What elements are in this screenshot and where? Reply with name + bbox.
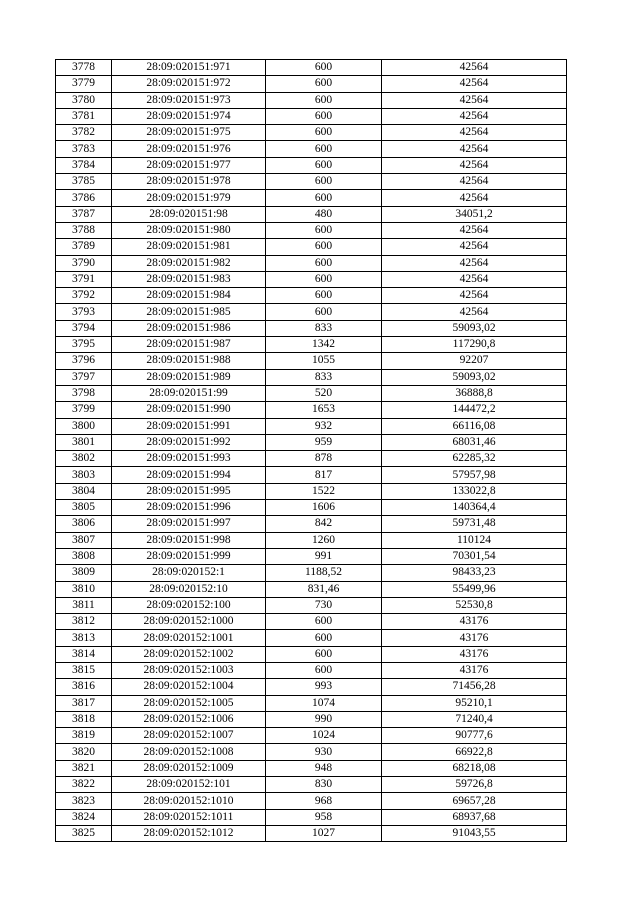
cadastral-number-cell: 28:09:020151:994 <box>112 467 266 483</box>
row-number-cell: 3783 <box>56 141 112 157</box>
cadastral-number-cell: 28:09:020151:979 <box>112 190 266 206</box>
area-cell: 968 <box>266 793 382 809</box>
table-row <box>56 532 567 548</box>
table-row <box>56 434 567 450</box>
area-cell: 1342 <box>266 337 382 353</box>
table-row <box>56 60 567 76</box>
row-number-cell: 3779 <box>56 76 112 92</box>
table-row <box>56 483 567 499</box>
value-cell: 42564 <box>382 271 567 287</box>
area-cell: 600 <box>266 271 382 287</box>
area-cell: 1653 <box>266 402 382 418</box>
value-cell: 95210,1 <box>382 695 567 711</box>
table-row <box>56 793 567 809</box>
row-number-cell: 3789 <box>56 239 112 255</box>
table-row <box>56 500 567 516</box>
area-cell: 600 <box>266 646 382 662</box>
cadastral-number-cell: 28:09:020151:99 <box>112 385 266 401</box>
value-cell: 42564 <box>382 92 567 108</box>
table-row <box>56 467 567 483</box>
land-plot-table <box>55 59 567 842</box>
cadastral-number-cell: 28:09:020152:1008 <box>112 744 266 760</box>
value-cell: 57957,98 <box>382 467 567 483</box>
row-number-cell: 3784 <box>56 157 112 173</box>
cadastral-number-cell: 28:09:020151:973 <box>112 92 266 108</box>
table-row <box>56 825 567 841</box>
table-row <box>56 744 567 760</box>
cadastral-number-cell: 28:09:020151:988 <box>112 353 266 369</box>
area-cell: 830 <box>266 777 382 793</box>
table-row <box>56 353 567 369</box>
row-number-cell: 3812 <box>56 614 112 630</box>
value-cell: 55499,96 <box>382 581 567 597</box>
table-row <box>56 222 567 238</box>
value-cell: 42564 <box>382 239 567 255</box>
table-row <box>56 516 567 532</box>
value-cell: 43176 <box>382 630 567 646</box>
row-number-cell: 3802 <box>56 451 112 467</box>
table-row <box>56 125 567 141</box>
area-cell: 600 <box>266 76 382 92</box>
value-cell: 71240,4 <box>382 711 567 727</box>
row-number-cell: 3798 <box>56 385 112 401</box>
row-number-cell: 3816 <box>56 679 112 695</box>
row-number-cell: 3797 <box>56 369 112 385</box>
area-cell: 1260 <box>266 532 382 548</box>
cadastral-number-cell: 28:09:020151:983 <box>112 271 266 287</box>
cadastral-number-cell: 28:09:020151:993 <box>112 451 266 467</box>
row-number-cell: 3803 <box>56 467 112 483</box>
value-cell: 110124 <box>382 532 567 548</box>
row-number-cell: 3794 <box>56 320 112 336</box>
row-number-cell: 3787 <box>56 206 112 222</box>
row-number-cell: 3825 <box>56 825 112 841</box>
area-cell: 932 <box>266 418 382 434</box>
cadastral-number-cell: 28:09:020152:1009 <box>112 760 266 776</box>
value-cell: 52530,8 <box>382 597 567 613</box>
cadastral-number-cell: 28:09:020151:978 <box>112 174 266 190</box>
area-cell: 600 <box>266 157 382 173</box>
table-row <box>56 548 567 564</box>
value-cell: 42564 <box>382 255 567 271</box>
table-row <box>56 728 567 744</box>
area-cell: 600 <box>266 614 382 630</box>
area-cell: 480 <box>266 206 382 222</box>
cadastral-number-cell: 28:09:020152:1011 <box>112 809 266 825</box>
area-cell: 817 <box>266 467 382 483</box>
area-cell: 600 <box>266 304 382 320</box>
cadastral-number-cell: 28:09:020151:989 <box>112 369 266 385</box>
value-cell: 42564 <box>382 60 567 76</box>
table-row <box>56 337 567 353</box>
cadastral-number-cell: 28:09:020151:971 <box>112 60 266 76</box>
row-number-cell: 3796 <box>56 353 112 369</box>
cadastral-number-cell: 28:09:020152:1 <box>112 565 266 581</box>
area-cell: 600 <box>266 630 382 646</box>
row-number-cell: 3788 <box>56 222 112 238</box>
cadastral-number-cell: 28:09:020151:977 <box>112 157 266 173</box>
value-cell: 91043,55 <box>382 825 567 841</box>
value-cell: 42564 <box>382 125 567 141</box>
area-cell: 600 <box>266 141 382 157</box>
row-number-cell: 3808 <box>56 548 112 564</box>
row-number-cell: 3781 <box>56 108 112 124</box>
row-number-cell: 3786 <box>56 190 112 206</box>
row-number-cell: 3795 <box>56 337 112 353</box>
value-cell: 42564 <box>382 108 567 124</box>
table-row <box>56 76 567 92</box>
row-number-cell: 3782 <box>56 125 112 141</box>
cadastral-number-cell: 28:09:020151:996 <box>112 500 266 516</box>
value-cell: 144472,2 <box>382 402 567 418</box>
table-row <box>56 646 567 662</box>
value-cell: 43176 <box>382 614 567 630</box>
row-number-cell: 3780 <box>56 92 112 108</box>
cadastral-number-cell: 28:09:020151:991 <box>112 418 266 434</box>
row-number-cell: 3811 <box>56 597 112 613</box>
table-row <box>56 255 567 271</box>
table-row <box>56 565 567 581</box>
area-cell: 831,46 <box>266 581 382 597</box>
area-cell: 600 <box>266 92 382 108</box>
row-number-cell: 3791 <box>56 271 112 287</box>
value-cell: 98433,23 <box>382 565 567 581</box>
value-cell: 34051,2 <box>382 206 567 222</box>
table-row <box>56 679 567 695</box>
table-row <box>56 418 567 434</box>
cadastral-number-cell: 28:09:020151:984 <box>112 288 266 304</box>
table-row <box>56 662 567 678</box>
cadastral-number-cell: 28:09:020152:1012 <box>112 825 266 841</box>
area-cell: 600 <box>266 662 382 678</box>
area-cell: 600 <box>266 108 382 124</box>
area-cell: 600 <box>266 239 382 255</box>
cadastral-number-cell: 28:09:020152:1003 <box>112 662 266 678</box>
cadastral-number-cell: 28:09:020151:980 <box>112 222 266 238</box>
area-cell: 1055 <box>266 353 382 369</box>
value-cell: 71456,28 <box>382 679 567 695</box>
row-number-cell: 3823 <box>56 793 112 809</box>
area-cell: 600 <box>266 288 382 304</box>
table-row <box>56 809 567 825</box>
area-cell: 959 <box>266 434 382 450</box>
cadastral-number-cell: 28:09:020151:990 <box>112 402 266 418</box>
row-number-cell: 3799 <box>56 402 112 418</box>
cadastral-number-cell: 28:09:020152:1007 <box>112 728 266 744</box>
cadastral-number-cell: 28:09:020151:985 <box>112 304 266 320</box>
value-cell: 68937,68 <box>382 809 567 825</box>
table-row <box>56 695 567 711</box>
table-row <box>56 271 567 287</box>
value-cell: 92207 <box>382 353 567 369</box>
table-row <box>56 385 567 401</box>
value-cell: 42564 <box>382 157 567 173</box>
value-cell: 43176 <box>382 662 567 678</box>
row-number-cell: 3778 <box>56 60 112 76</box>
table-row <box>56 581 567 597</box>
table-row <box>56 614 567 630</box>
row-number-cell: 3821 <box>56 760 112 776</box>
table-row <box>56 174 567 190</box>
value-cell: 62285,32 <box>382 451 567 467</box>
cadastral-number-cell: 28:09:020151:992 <box>112 434 266 450</box>
cadastral-number-cell: 28:09:020152:1001 <box>112 630 266 646</box>
area-cell: 878 <box>266 451 382 467</box>
cadastral-number-cell: 28:09:020151:976 <box>112 141 266 157</box>
cadastral-number-cell: 28:09:020151:999 <box>112 548 266 564</box>
table-row <box>56 108 567 124</box>
area-cell: 833 <box>266 320 382 336</box>
value-cell: 69657,28 <box>382 793 567 809</box>
row-number-cell: 3806 <box>56 516 112 532</box>
cadastral-number-cell: 28:09:020151:986 <box>112 320 266 336</box>
value-cell: 42564 <box>382 304 567 320</box>
row-number-cell: 3785 <box>56 174 112 190</box>
row-number-cell: 3814 <box>56 646 112 662</box>
row-number-cell: 3809 <box>56 565 112 581</box>
table-row <box>56 141 567 157</box>
area-cell: 600 <box>266 174 382 190</box>
value-cell: 68031,46 <box>382 434 567 450</box>
area-cell: 600 <box>266 222 382 238</box>
value-cell: 59726,8 <box>382 777 567 793</box>
area-cell: 600 <box>266 60 382 76</box>
row-number-cell: 3792 <box>56 288 112 304</box>
value-cell: 59731,48 <box>382 516 567 532</box>
area-cell: 600 <box>266 190 382 206</box>
table-row <box>56 630 567 646</box>
value-cell: 43176 <box>382 646 567 662</box>
area-cell: 993 <box>266 679 382 695</box>
table-row <box>56 597 567 613</box>
area-cell: 842 <box>266 516 382 532</box>
table-row <box>56 777 567 793</box>
cadastral-number-cell: 28:09:020151:981 <box>112 239 266 255</box>
row-number-cell: 3805 <box>56 500 112 516</box>
table-row <box>56 760 567 776</box>
cadastral-number-cell: 28:09:020152:10 <box>112 581 266 597</box>
cadastral-number-cell: 28:09:020151:98 <box>112 206 266 222</box>
area-cell: 1522 <box>266 483 382 499</box>
row-number-cell: 3804 <box>56 483 112 499</box>
area-cell: 948 <box>266 760 382 776</box>
value-cell: 117290,8 <box>382 337 567 353</box>
table-body <box>56 60 567 842</box>
row-number-cell: 3824 <box>56 809 112 825</box>
value-cell: 36888,8 <box>382 385 567 401</box>
area-cell: 833 <box>266 369 382 385</box>
value-cell: 90777,6 <box>382 728 567 744</box>
area-cell: 1074 <box>266 695 382 711</box>
area-cell: 1188,52 <box>266 565 382 581</box>
cadastral-number-cell: 28:09:020151:997 <box>112 516 266 532</box>
cadastral-number-cell: 28:09:020152:100 <box>112 597 266 613</box>
value-cell: 66922,8 <box>382 744 567 760</box>
row-number-cell: 3817 <box>56 695 112 711</box>
value-cell: 42564 <box>382 141 567 157</box>
row-number-cell: 3810 <box>56 581 112 597</box>
row-number-cell: 3818 <box>56 711 112 727</box>
table-row <box>56 304 567 320</box>
value-cell: 140364,4 <box>382 500 567 516</box>
row-number-cell: 3820 <box>56 744 112 760</box>
area-cell: 1024 <box>266 728 382 744</box>
cadastral-number-cell: 28:09:020151:982 <box>112 255 266 271</box>
table-row <box>56 711 567 727</box>
value-cell: 42564 <box>382 288 567 304</box>
cadastral-number-cell: 28:09:020152:1000 <box>112 614 266 630</box>
cadastral-number-cell: 28:09:020151:995 <box>112 483 266 499</box>
value-cell: 42564 <box>382 190 567 206</box>
cadastral-number-cell: 28:09:020151:975 <box>112 125 266 141</box>
row-number-cell: 3790 <box>56 255 112 271</box>
row-number-cell: 3815 <box>56 662 112 678</box>
area-cell: 930 <box>266 744 382 760</box>
row-number-cell: 3801 <box>56 434 112 450</box>
value-cell: 70301,54 <box>382 548 567 564</box>
value-cell: 42564 <box>382 174 567 190</box>
cadastral-number-cell: 28:09:020151:998 <box>112 532 266 548</box>
row-number-cell: 3819 <box>56 728 112 744</box>
value-cell: 133022,8 <box>382 483 567 499</box>
value-cell: 42564 <box>382 222 567 238</box>
value-cell: 66116,08 <box>382 418 567 434</box>
table-row <box>56 288 567 304</box>
area-cell: 958 <box>266 809 382 825</box>
table-row <box>56 157 567 173</box>
table-row <box>56 402 567 418</box>
area-cell: 600 <box>266 125 382 141</box>
area-cell: 1027 <box>266 825 382 841</box>
cadastral-number-cell: 28:09:020152:1005 <box>112 695 266 711</box>
row-number-cell: 3813 <box>56 630 112 646</box>
cadastral-number-cell: 28:09:020152:1002 <box>112 646 266 662</box>
value-cell: 59093,02 <box>382 369 567 385</box>
row-number-cell: 3822 <box>56 777 112 793</box>
table-row <box>56 206 567 222</box>
row-number-cell: 3807 <box>56 532 112 548</box>
area-cell: 990 <box>266 711 382 727</box>
row-number-cell: 3793 <box>56 304 112 320</box>
area-cell: 1606 <box>266 500 382 516</box>
cadastral-number-cell: 28:09:020152:101 <box>112 777 266 793</box>
table-row <box>56 369 567 385</box>
table-row <box>56 320 567 336</box>
value-cell: 68218,08 <box>382 760 567 776</box>
value-cell: 42564 <box>382 76 567 92</box>
table-row <box>56 190 567 206</box>
value-cell: 59093,02 <box>382 320 567 336</box>
area-cell: 520 <box>266 385 382 401</box>
cadastral-number-cell: 28:09:020151:987 <box>112 337 266 353</box>
cadastral-number-cell: 28:09:020152:1004 <box>112 679 266 695</box>
table-row <box>56 92 567 108</box>
area-cell: 730 <box>266 597 382 613</box>
cadastral-number-cell: 28:09:020151:972 <box>112 76 266 92</box>
area-cell: 991 <box>266 548 382 564</box>
table-row <box>56 239 567 255</box>
cadastral-number-cell: 28:09:020152:1006 <box>112 711 266 727</box>
row-number-cell: 3800 <box>56 418 112 434</box>
area-cell: 600 <box>266 255 382 271</box>
cadastral-number-cell: 28:09:020152:1010 <box>112 793 266 809</box>
cadastral-number-cell: 28:09:020151:974 <box>112 108 266 124</box>
table-row <box>56 451 567 467</box>
